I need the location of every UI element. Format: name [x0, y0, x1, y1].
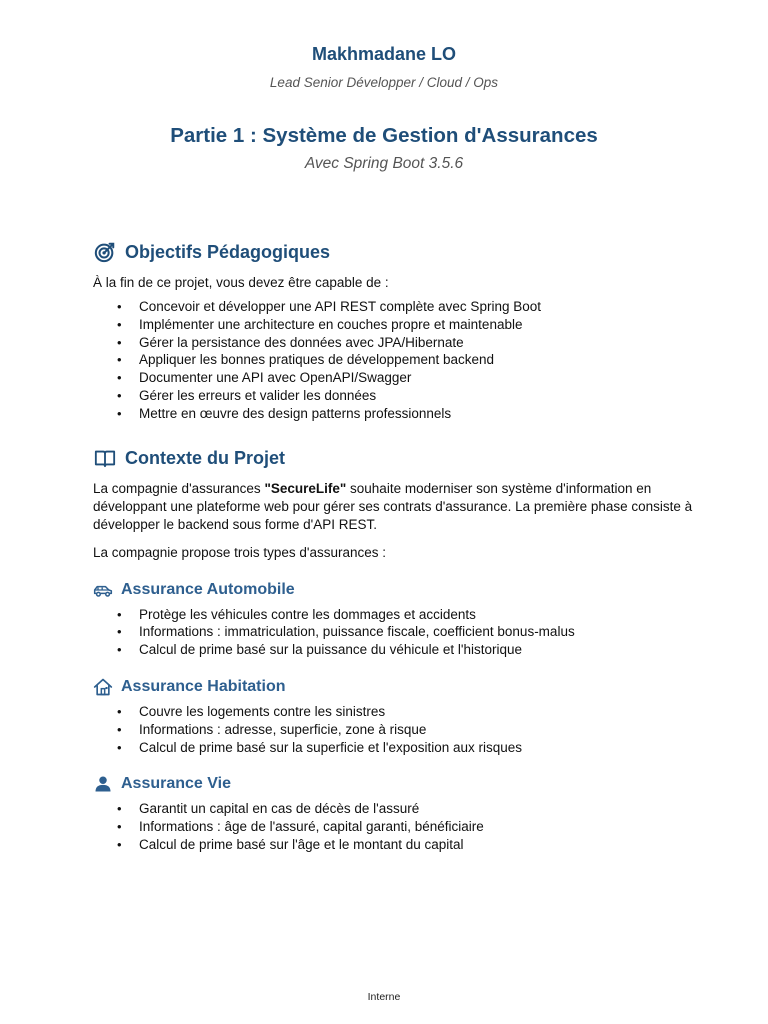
life-insurance-heading-text: Assurance Vie — [121, 775, 231, 793]
list-item: • Garantit un capital en cas de décès de l'assuré — [139, 800, 693, 818]
list-item: • Documenter une API avec OpenAPI/Swagger — [139, 369, 693, 387]
insurance-types-intro: La compagnie propose trois types d'assurances : — [93, 544, 386, 560]
list-item: • Calcul de prime basé sur la superficie et l'exposition aux risques — [139, 739, 693, 757]
list-item: • Calcul de prime basé sur l'âge et le montant du capital — [139, 836, 693, 854]
list-item: • Informations : âge de l'assuré, capital garanti, bénéficiaire — [139, 818, 693, 836]
context-heading-text: Contexte du Projet — [125, 447, 286, 468]
house-icon — [93, 677, 113, 697]
target-icon — [93, 241, 117, 263]
list-item: • Couvre les logements contre les sinistres — [139, 703, 693, 721]
document-title: Partie 1 : Système de Gestion d'Assurances — [170, 124, 598, 147]
home-insurance-heading — [93, 675, 693, 699]
auto-insurance-heading — [93, 578, 693, 602]
list-item: • Gérer les erreurs et valider les données — [139, 387, 693, 405]
author-name: Makhmadane LO — [311, 44, 457, 64]
list-item: • Gérer la persistance des données avec JPA/Hibernate — [139, 334, 693, 352]
objectives-list — [93, 298, 693, 423]
life-insurance-list — [93, 800, 693, 853]
objectives-heading — [93, 238, 693, 266]
company-name: "SecureLife" — [264, 480, 347, 496]
list-item: • Implémenter une architecture en couches propre et maintenable — [139, 316, 693, 334]
context-paragraph — [93, 480, 693, 534]
document-subtitle: Avec Spring Boot 3.5.6 — [304, 155, 464, 172]
auto-insurance-list — [93, 606, 693, 659]
list-item: • Informations : adresse, superficie, zone à risque — [139, 721, 693, 739]
list-item: • Appliquer les bonnes pratiques de développement backend — [139, 351, 693, 369]
auto-insurance-heading-text: Assurance Automobile — [121, 580, 295, 598]
author-role: Lead Senior Développer / Cloud / Ops — [269, 75, 499, 90]
list-item: • Informations : immatriculation, puissance fiscale, coefficient bonus-malus — [139, 623, 693, 641]
car-icon — [93, 580, 113, 600]
list-item: • Protège les véhicules contre les dommages et accidents — [139, 606, 693, 624]
context-text-end: souhaite moderniser son système d'information en développant une plateforme web pour gérer ses contrats d'assurance. La première phase consiste à développer le backend sous forme d'API REST. — [93, 480, 693, 532]
context-heading — [93, 444, 693, 472]
life-insurance-heading — [93, 772, 693, 796]
person-icon — [93, 774, 113, 794]
footer-classification-label: Interne — [367, 991, 401, 1003]
context-text-start: La compagnie d'assurances — [93, 480, 265, 496]
home-insurance-list — [93, 703, 693, 756]
objectives-intro: À la fin de ce projet, vous devez être capable de : — [93, 275, 389, 290]
home-insurance-heading-text: Assurance Habitation — [121, 677, 286, 695]
document-body — [93, 238, 693, 854]
list-item: • Calcul de prime basé sur la puissance du véhicule et l'historique — [139, 641, 693, 659]
objectives-heading-text: Objectifs Pédagogiques — [125, 242, 331, 262]
list-item: • Mettre en œuvre des design patterns professionnels — [139, 405, 693, 423]
book-icon — [93, 447, 117, 469]
list-item: • Concevoir et développer une API REST complète avec Spring Boot — [139, 298, 693, 316]
